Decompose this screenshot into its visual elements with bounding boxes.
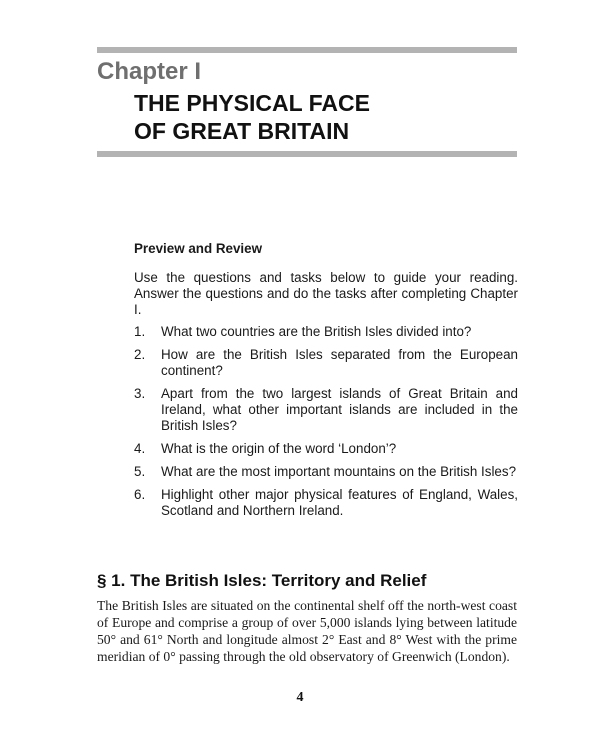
top-divider	[97, 47, 517, 53]
preview-heading: Preview and Review	[134, 241, 263, 256]
question-number: 5.	[134, 464, 146, 479]
question-text: What are the most important mountains on the British Isles?	[161, 464, 517, 479]
question-number: 4.	[134, 441, 146, 456]
question-text: What is the origin of the word ‘London’?	[161, 441, 397, 456]
question-text: How are the British Isles separated from the European continent?	[161, 347, 518, 378]
chapter-title	[134, 89, 370, 145]
question-item	[134, 487, 518, 519]
question-item	[134, 324, 518, 340]
question-list	[134, 324, 518, 519]
question-number: 1.	[134, 324, 146, 339]
question-text: Apart from the two largest islands of Great Britain and Ireland, what other important islands are included in the British Isles?	[161, 386, 518, 433]
page-number: 4	[296, 690, 304, 705]
question-number: 6.	[134, 487, 146, 502]
bottom-divider	[97, 151, 517, 157]
preview-section	[134, 240, 518, 526]
question-item	[134, 386, 518, 434]
chapter-label: Chapter I	[97, 58, 202, 85]
section-heading: § 1. The British Isles: Territory and Relief	[97, 571, 427, 590]
section-body: The British Isles are situated on the continental shelf off the north-west coast of Europe and comprise a group of over 5,000 islands lying between latitude 50° and 61° North and longitude almost 2° East and 8° West with the prime meridian of 0° passing through the old observatory of Greenwich (London).	[97, 598, 517, 664]
question-item	[134, 347, 518, 379]
chapter-title-line-1: THE PHYSICAL FACE	[134, 90, 370, 116]
question-text: Highlight other major physical features of England, Wales, Scotland and Northern Ireland.	[161, 487, 518, 518]
question-item	[134, 441, 518, 457]
question-text: What two countries are the British Isles divided into?	[161, 324, 472, 339]
question-item	[134, 464, 518, 480]
question-number: 3.	[134, 386, 146, 401]
question-number: 2.	[134, 347, 146, 362]
chapter-title-line-2: OF GREAT BRITAIN	[134, 118, 350, 144]
preview-intro: Use the questions and tasks below to guide your reading. Answer the questions and do the tasks after completing Chapter I.	[134, 270, 518, 317]
